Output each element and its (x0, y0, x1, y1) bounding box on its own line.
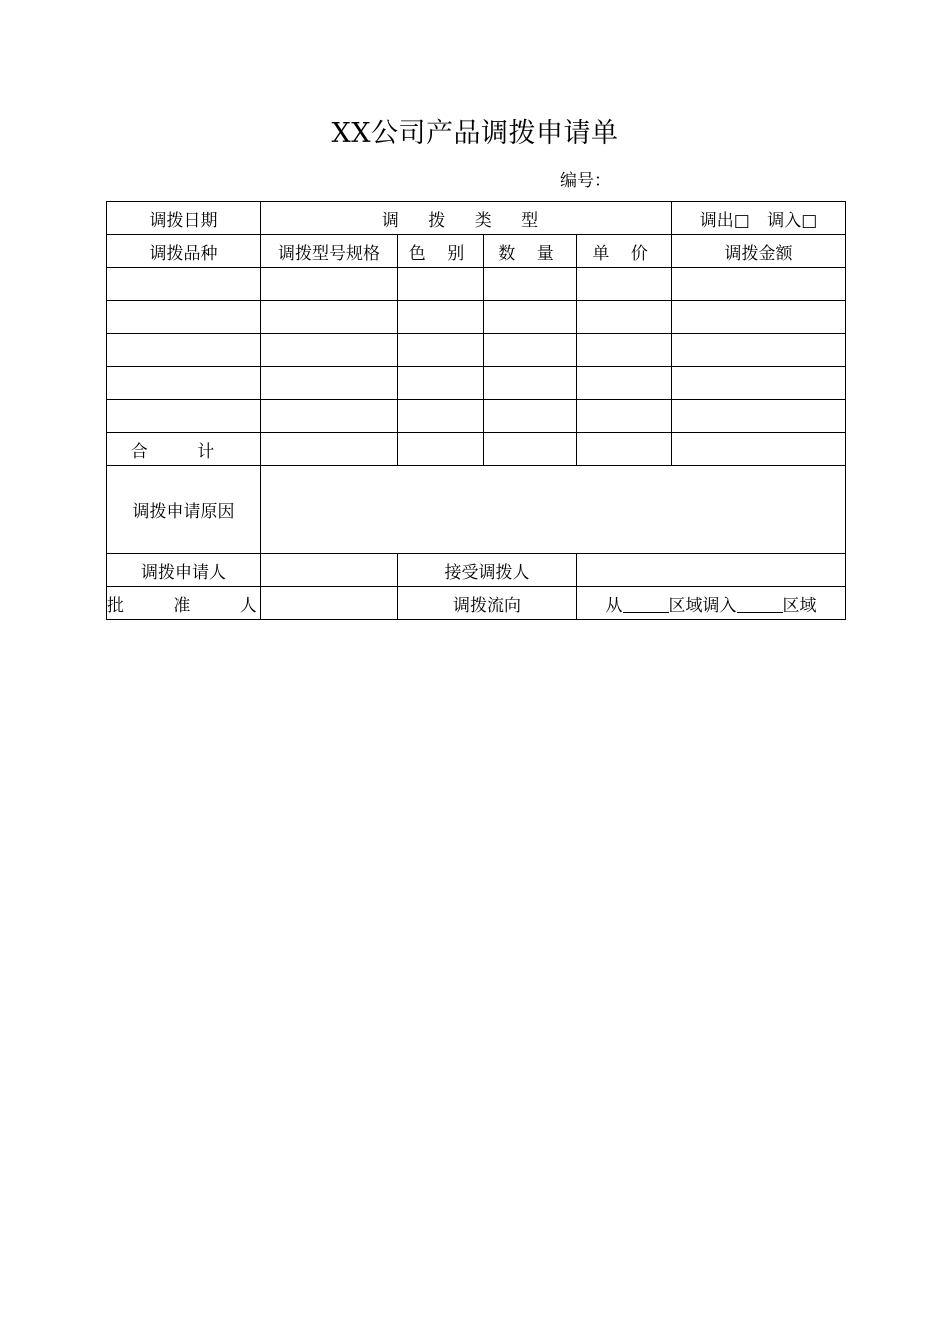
approver-label: 批 准 人 (107, 587, 261, 620)
header-variety: 调拨品种 (107, 235, 261, 268)
header-unit-price: 单 价 (577, 235, 672, 268)
total-amount[interactable] (672, 433, 846, 466)
cell-quantity[interactable] (484, 367, 577, 400)
cell-amount[interactable] (672, 301, 846, 334)
direction-from-text: 从 (605, 595, 623, 616)
header-color: 色 别 (398, 235, 484, 268)
table-row (107, 367, 846, 400)
cell-color[interactable] (398, 301, 484, 334)
reason-row (107, 466, 846, 554)
transfer-form-table (106, 201, 846, 620)
applicant-row (107, 554, 846, 587)
transfer-type-label: 调 拨 类 型 (261, 202, 672, 235)
cell-quantity[interactable] (484, 400, 577, 433)
table-row (107, 400, 846, 433)
cell-model-spec[interactable] (261, 400, 398, 433)
receiver-label: 接受调拨人 (398, 554, 577, 587)
cell-variety[interactable] (107, 301, 261, 334)
receiver-field[interactable] (577, 554, 846, 587)
cell-amount[interactable] (672, 334, 846, 367)
serial-number-label: 编号： (560, 171, 611, 191)
cell-quantity[interactable] (484, 268, 577, 301)
direction-field (577, 587, 846, 620)
cell-variety[interactable] (107, 334, 261, 367)
total-unit-price[interactable] (577, 433, 672, 466)
header-amount: 调拨金额 (672, 235, 846, 268)
cell-color[interactable] (398, 400, 484, 433)
cell-model-spec[interactable] (261, 268, 398, 301)
cell-color[interactable] (398, 334, 484, 367)
reason-field[interactable] (261, 466, 846, 554)
direction-mid-text: 区域调入 (668, 595, 737, 616)
cell-unit-price[interactable] (577, 334, 672, 367)
reason-label: 调拨申请原因 (107, 466, 261, 554)
approver-row (107, 587, 846, 620)
total-model-spec[interactable] (261, 433, 398, 466)
cell-unit-price[interactable] (577, 367, 672, 400)
applicant-field[interactable] (261, 554, 398, 587)
cell-amount[interactable] (672, 400, 846, 433)
cell-variety[interactable] (107, 367, 261, 400)
cell-variety[interactable] (107, 268, 261, 301)
cell-unit-price[interactable] (577, 301, 672, 334)
direction-end-text: 区域 (782, 595, 817, 616)
cell-model-spec[interactable] (261, 301, 398, 334)
approver-field[interactable] (261, 587, 398, 620)
transfer-date-label: 调拨日期 (107, 202, 261, 235)
cell-variety[interactable] (107, 400, 261, 433)
to-region-blank[interactable] (737, 596, 783, 613)
total-color[interactable] (398, 433, 484, 466)
cell-color[interactable] (398, 268, 484, 301)
cell-amount[interactable] (672, 367, 846, 400)
table-row (107, 334, 846, 367)
cell-unit-price[interactable] (577, 400, 672, 433)
total-quantity[interactable] (484, 433, 577, 466)
total-row (107, 433, 846, 466)
cell-color[interactable] (398, 367, 484, 400)
transfer-direction-options (672, 202, 846, 235)
transfer-type-row (107, 202, 846, 235)
from-region-blank[interactable] (623, 596, 669, 613)
cell-quantity[interactable] (484, 334, 577, 367)
total-label: 合 计 (107, 433, 261, 466)
header-model-spec: 调拨型号规格 (261, 235, 398, 268)
cell-unit-price[interactable] (577, 268, 672, 301)
table-row (107, 301, 846, 334)
page-title: XX公司产品调拨申请单 (331, 118, 619, 149)
direction-label: 调拨流向 (398, 587, 577, 620)
header-quantity: 数 量 (484, 235, 577, 268)
cell-model-spec[interactable] (261, 367, 398, 400)
cell-quantity[interactable] (484, 301, 577, 334)
transfer-out-checkbox[interactable]: 调出□ (699, 210, 750, 231)
cell-amount[interactable] (672, 268, 846, 301)
applicant-label: 调拨申请人 (107, 554, 261, 587)
transfer-in-checkbox[interactable]: 调入□ (767, 210, 818, 231)
cell-model-spec[interactable] (261, 334, 398, 367)
header-row (107, 235, 846, 268)
table-row (107, 268, 846, 301)
